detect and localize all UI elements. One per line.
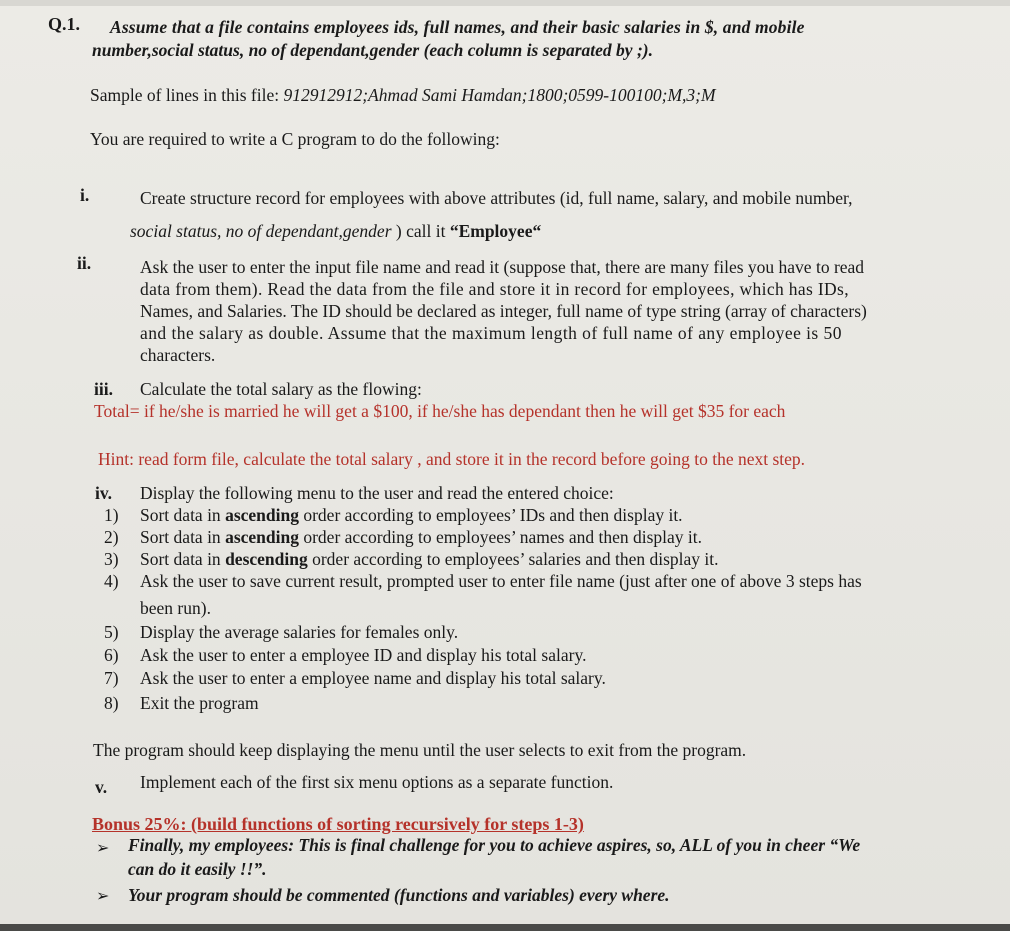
menu-item-5: Display the average salaries for females only. <box>140 622 459 642</box>
required-line: You are required to write a C program to do the following: <box>90 129 500 149</box>
menu-number: 7) <box>104 668 119 688</box>
menu-item-emphasis: descending <box>225 549 308 569</box>
menu-item-1 <box>140 504 683 526</box>
item-i-attrs: social status, no of dependant,gender <box>130 221 392 241</box>
menu-item-text: Sort data in <box>140 527 226 547</box>
menu-item-text: order according to employees’ names and then display it. <box>298 527 702 547</box>
bonus-bullet-1-line-1: Finally, my employees: This is final challenge for you to achieve aspires, so, ALL of you in cheer “We <box>128 835 861 855</box>
item-iii-line-1: Calculate the total salary as the flowing: <box>140 379 422 399</box>
item-ii-line-1: Ask the user to enter the input file name and read it (suppose that, there are many files you have to read <box>140 257 865 277</box>
item-ii-line-5: characters. <box>140 345 216 365</box>
menu-item-text: Sort data in <box>140 505 226 525</box>
menu-item-2 <box>140 526 702 548</box>
item-v-text: Implement each of the first six menu options as a separate function. <box>140 772 614 792</box>
photo-bottom-edge <box>0 924 1010 931</box>
menu-item-emphasis: ascending <box>225 527 299 547</box>
item-iii-total-rule: Total= if he/she is married he will get a $100, if he/she has dependant then he will get $35 for each <box>94 401 786 421</box>
menu-item-3 <box>140 548 719 570</box>
menu-item-6: Ask the user to enter a employee ID and display his total salary. <box>140 645 587 665</box>
arrow-bullet-icon: ➢ <box>96 840 110 857</box>
menu-number: 5) <box>104 622 119 642</box>
menu-item-7: Ask the user to enter a employee name and display his total salary. <box>140 668 606 688</box>
sample-value: 912912912;Ahmad Sami Hamdan;1800;0599-100100;M,3;M <box>283 85 716 105</box>
menu-number: 8) <box>104 693 119 713</box>
keep-displaying-line: The program should keep displaying the menu until the user selects to exit from the program. <box>93 740 747 760</box>
bonus-bullet-2: Your program should be commented (functions and variables) every where. <box>128 885 670 905</box>
item-i-line-2 <box>130 220 541 242</box>
menu-item-4-cont: been run). <box>140 598 211 618</box>
item-ii-line-2: data from them). Read the data from the file and store it in record for employees, which has IDs, <box>140 279 849 299</box>
menu-item-text: order according to employees’ salaries and then display it. <box>307 549 719 569</box>
item-i-line-1: Create structure record for employees with above attributes (id, full name, salary, and mobile number, <box>140 188 853 208</box>
menu-item-emphasis: ascending <box>225 505 299 525</box>
item-iv-marker: iv. <box>95 483 113 503</box>
menu-item-4: Ask the user to save current result, prompted user to enter file name (just after one of above 3 steps has <box>140 571 862 591</box>
item-i-marker: i. <box>80 185 90 205</box>
menu-number: 4) <box>104 571 119 591</box>
sample-label: Sample of lines in this file: <box>90 85 284 105</box>
menu-item-text: Sort data in <box>140 549 226 569</box>
menu-item-8: Exit the program <box>140 693 259 713</box>
arrow-bullet-icon: ➢ <box>96 888 110 905</box>
item-v-marker: v. <box>95 777 108 797</box>
item-iii-hint: Hint: read form file, calculate the total salary , and store it in the record before going to the next step. <box>98 449 806 469</box>
menu-number: 2) <box>104 527 119 547</box>
bonus-title: Bonus 25%: (build functions of sorting recursively for steps 1-3) <box>92 814 584 834</box>
item-iv-intro: Display the following menu to the user and read the entered choice: <box>140 483 614 503</box>
item-iii-marker: iii. <box>94 379 113 399</box>
menu-number: 1) <box>104 505 119 525</box>
item-ii-line-4: and the salary as double. Assume that the maximum length of full name of any employee is 50 <box>140 323 842 343</box>
sample-line <box>90 84 716 106</box>
item-ii-line-3: Names, and Salaries. The ID should be declared as integer, full name of type string (array of characters) <box>140 301 867 321</box>
bonus-bullet-1-line-2: can do it easily !!”. <box>128 859 267 879</box>
item-i-call: ) call it <box>391 221 450 241</box>
intro-line-1: Assume that a file contains employees ids, full names, and their basic salaries in $, and mobile <box>110 17 805 37</box>
menu-number: 6) <box>104 645 119 665</box>
question-number: Q.1. <box>48 14 81 34</box>
intro-line-2: number,social status, no of dependant,gender (each column is separated by ;). <box>92 40 653 60</box>
item-ii-marker: ii. <box>77 253 92 273</box>
menu-item-text: order according to employees’ IDs and then display it. <box>298 505 683 525</box>
paper-top-edge <box>0 0 1010 6</box>
item-i-employee: “Employee“ <box>449 221 542 241</box>
menu-number: 3) <box>104 549 119 569</box>
